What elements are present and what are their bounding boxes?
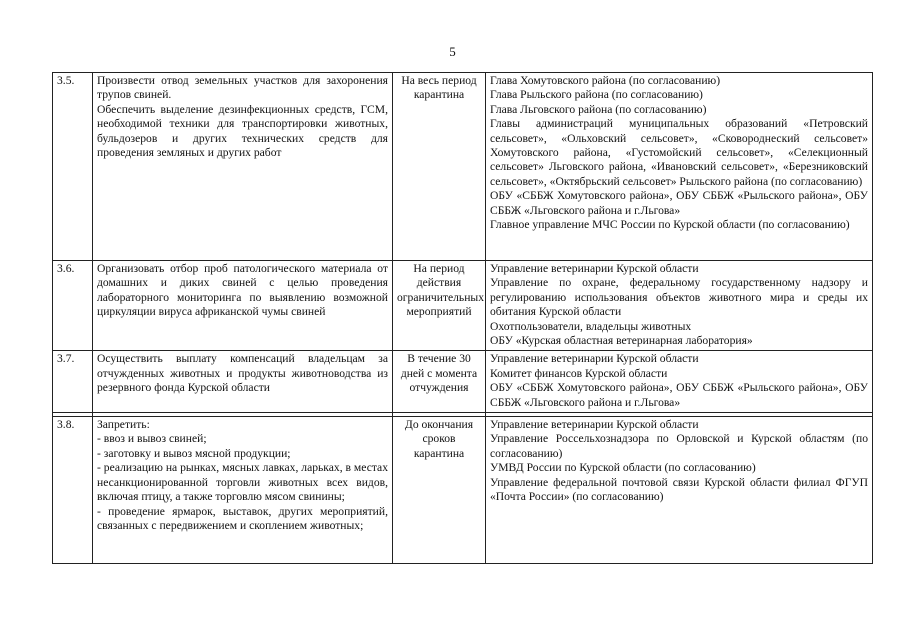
table-row [53, 261, 873, 351]
page-number: 5 [449, 44, 456, 59]
task-text: Произвести отвод земельных участков для захоронения трупов свиней. [97, 74, 388, 102]
row-number: 3.5. [53, 73, 93, 261]
responsible-text: ОБУ «СББЖ Хомутовского района», ОБУ СББЖ «Рыльского района», ОБУ СББЖ «Льговского района и г.Льгова» [490, 381, 868, 409]
responsible-text: УМВД России по Курской области (по согласованию) [490, 461, 756, 475]
task-text: - проведение ярмарок, выставок, других мероприятий, связанных с передвижением и скоплением животных; [97, 504, 388, 532]
row-number: 3.7. [53, 351, 93, 413]
responsible-text: ОБУ «Курская областная ветеринарная лаборатория» [490, 334, 753, 348]
table-row [53, 351, 873, 413]
task-text: - реализацию на рынках, мясных лавках, ларьках, в местах несанкционированной торговли животных всех видов, включая птицу, а также торговлю мясом свинины; [97, 461, 388, 504]
responsible-cell [486, 351, 873, 413]
row-number: 3.6. [53, 261, 93, 351]
responsible-text: Охотпользователи, владельцы животных [490, 319, 692, 333]
responsible-text: Главы администраций муниципальных образований «Петровский сельсовет», «Ольховский сельсовет», «Сковороднеский сельсовет» Хомутовского района, «Густомойский сельсовет», «Селекционный сельсовет» Льговского района, «Ивановский сельсовет», «Березниковский сельсовет», «Октябрьский сельсовет» Рыльского района (по согласованию) [490, 117, 868, 188]
task-text: Организовать отбор проб патологического материала от домашних и диких свиней с целью проведения лабораторного мониторинга по выявлению возможной циркуляции вируса африканской чумы свиней [97, 262, 388, 319]
responsible-text: Глава Льговского района (по согласованию) [490, 102, 707, 116]
responsible-text: Управление Россельхознадзора по Орловской и Курской областям (по согласованию) [490, 432, 868, 460]
row-number: 3.8. [53, 417, 93, 564]
responsible-text: Главное управление МЧС России по Курской области (по согласованию) [490, 218, 850, 232]
task-text: Запретить: [97, 418, 150, 432]
responsible-text: Управление по охране, федеральному государственному надзору и регулированию использования объектов животного мира и среды их обитания Курской области [490, 276, 868, 319]
responsible-text: Управление ветеринарии Курской области [490, 262, 699, 275]
task-text: Осуществить выплату компенсаций владельцам за отчужденных животных и продукты животноводства из резервного фонда Курской области [97, 352, 388, 395]
responsible-text: Глава Рыльского района (по согласованию) [490, 88, 703, 102]
responsible-text: Глава Хомутовского района (по согласованию) [490, 74, 721, 87]
responsible-text: ОБУ «СББЖ Хомутовского района», ОБУ СББЖ «Рыльского района», ОБУ СББЖ «Льговского района и г.Льгова» [490, 189, 868, 217]
responsible-text: Управление ветеринарии Курской области [490, 352, 699, 366]
task-text: - ввоз и вывоз свиней; [97, 432, 207, 446]
responsible-text: Управление федеральной почтовой связи Курской области филиал ФГУП «Почта России» (по согласованию) [490, 475, 868, 504]
responsible-cell [486, 417, 873, 564]
task-text: - заготовку и вывоз мясной продукции; [97, 446, 291, 460]
task-text: Обеспечить выделение дезинфекционных средств, ГСМ, необходимой техники для транспортировки животных, бульдозеров и других технических средств для проведения земляных и других работ [97, 102, 388, 160]
task-cell [93, 261, 393, 351]
responsible-text: Комитет финансов Курской области [490, 366, 668, 380]
responsible-cell [486, 261, 873, 351]
term-cell: До окончания сроков карантина [393, 417, 486, 564]
responsible-text: Управление ветеринарии Курской области [490, 418, 699, 432]
task-cell [93, 351, 393, 413]
measures-table [52, 72, 873, 564]
table-row [53, 73, 873, 261]
task-cell [93, 73, 393, 261]
responsible-cell [486, 73, 873, 261]
task-cell [93, 417, 393, 564]
term-cell: На период действия ограничительных мероприятий [393, 261, 486, 351]
term-cell: На весь период карантина [393, 73, 486, 261]
table-row [53, 417, 873, 564]
term-cell: В течение 30 дней с момента отчуждения [393, 351, 486, 413]
